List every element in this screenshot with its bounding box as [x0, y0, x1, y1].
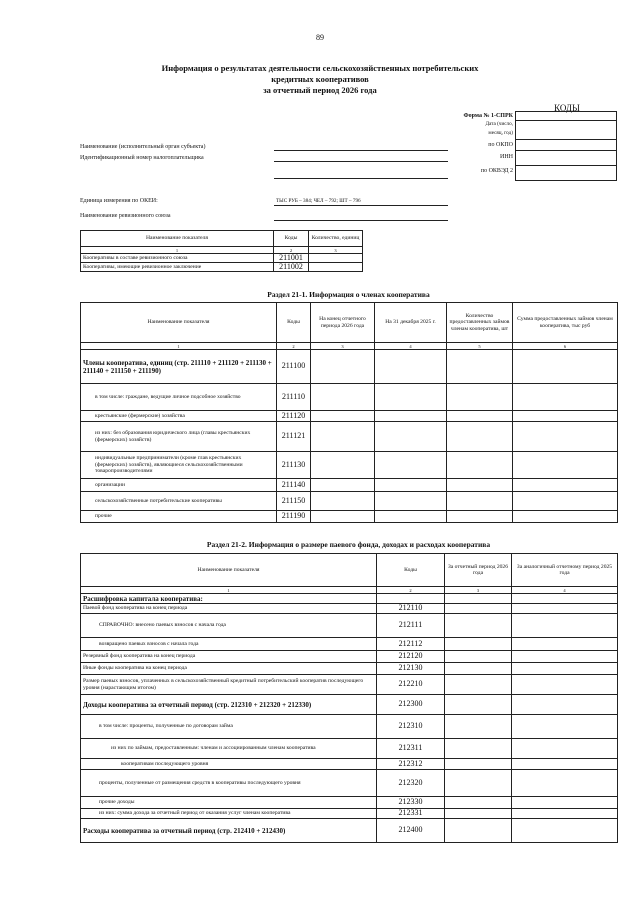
- s1-colnum: 5: [447, 343, 513, 350]
- value-cell[interactable]: [447, 411, 513, 422]
- code-form-cell[interactable]: [516, 112, 617, 121]
- section1-title: Раздел 21-1. Информация о членах кооператива: [267, 290, 430, 299]
- row-code: 212112: [377, 638, 445, 651]
- value-cell[interactable]: [311, 384, 375, 411]
- s2-colnum: 3: [445, 587, 512, 594]
- s1-colnum: 1: [81, 343, 277, 350]
- row-code: 212312: [377, 759, 445, 770]
- tax-id-field[interactable]: [274, 161, 448, 162]
- row-label: индивидуальные предприниматели (кроме глав крестьянских (фермерских) хозяйств), являющиеся сельскохозяйственными товаропроизводителями: [81, 452, 277, 479]
- value-cell[interactable]: [445, 797, 512, 809]
- row-label: Кооперативы в составе ревизионного союза: [81, 254, 274, 263]
- row-label: проценты, полученные от размещения средств в кооперативы последующего уровня: [81, 770, 377, 797]
- table0-colnum: 1: [81, 247, 274, 254]
- value-cell[interactable]: [311, 511, 375, 523]
- table-row: [81, 492, 618, 511]
- table-row: [81, 715, 618, 739]
- table-row: [81, 479, 618, 492]
- s1-header: На 31 декабря 2025 г.: [375, 303, 447, 343]
- value-cell[interactable]: [447, 479, 513, 492]
- row-label: в том числе: граждане, ведущие личное подсобное хозяйство: [81, 384, 277, 411]
- section1-table: [80, 302, 618, 523]
- okpo-label: по ОКПО: [488, 142, 513, 148]
- value-cell[interactable]: [513, 411, 618, 422]
- row-code: 212320: [377, 770, 445, 797]
- value-cell[interactable]: [445, 739, 512, 759]
- value-cell[interactable]: [512, 614, 618, 638]
- value-cell[interactable]: [445, 770, 512, 797]
- table-row: [81, 411, 618, 422]
- codes-header: КОДЫ: [554, 103, 580, 113]
- row-label: Паевой фонд кооператива на конец периода: [81, 604, 377, 614]
- table-row: [81, 614, 618, 638]
- value-cell[interactable]: [512, 739, 618, 759]
- table-row: [81, 819, 618, 843]
- row-label: Доходы кооператива за отчетный период (стр. 212310 + 212320 + 212330): [81, 695, 377, 715]
- value-cell[interactable]: [513, 422, 618, 452]
- value-cell[interactable]: [512, 715, 618, 739]
- row-label: сельскохозяйственные потребительские кооперативы: [81, 492, 277, 511]
- value-cell[interactable]: [375, 350, 447, 384]
- title-line-1: Информация о результатах деятельности сельскохозяйственных потребительских: [161, 63, 479, 73]
- row-label: Кооперативы, имеющие ревизионное заключение: [81, 263, 274, 272]
- s1-header: Наименование показателя: [81, 303, 277, 343]
- row-label: прочие: [81, 511, 277, 523]
- s1-header: На конец отчетного периода 2026 года: [311, 303, 375, 343]
- value-cell[interactable]: [375, 492, 447, 511]
- table-row: [81, 638, 618, 651]
- audit-union-label: Наименование ревизионного союза: [80, 213, 171, 219]
- page-title: [120, 63, 520, 96]
- table-row: [81, 695, 618, 715]
- table-row: [81, 452, 618, 479]
- value-cell[interactable]: [447, 452, 513, 479]
- value-cell[interactable]: [445, 809, 512, 819]
- title-line-3: за отчетный период 2026 года: [263, 85, 377, 95]
- row-label: прочие доходы: [81, 797, 377, 809]
- value-cell[interactable]: [447, 511, 513, 523]
- s2-colnum: 1: [81, 587, 377, 594]
- s2-colnum: 4: [512, 587, 618, 594]
- value-cell[interactable]: [375, 511, 447, 523]
- form-number: Форма № 1-СПРК: [463, 113, 513, 119]
- value-cell[interactable]: [513, 492, 618, 511]
- date-label-1: Дата (число,: [485, 121, 513, 127]
- row-code: 212331: [377, 809, 445, 819]
- s1-colnum: 3: [311, 343, 375, 350]
- tax-id-label: Идентификационный номер налогоплательщика: [80, 155, 204, 161]
- row-code: 211150: [277, 492, 311, 511]
- value-cell[interactable]: [445, 695, 512, 715]
- row-code: 212110: [377, 604, 445, 614]
- value-cell[interactable]: [311, 411, 375, 422]
- value-cell[interactable]: [513, 384, 618, 411]
- page-number: 89: [316, 33, 324, 42]
- code-date-cell[interactable]: [516, 121, 617, 140]
- value-cell[interactable]: [512, 638, 618, 651]
- row-code: 212130: [377, 663, 445, 675]
- value-cell[interactable]: [445, 819, 512, 843]
- inn-label: ИНН: [500, 154, 513, 160]
- value-cell[interactable]: [309, 263, 363, 272]
- value-cell[interactable]: [445, 614, 512, 638]
- row-label: возвращено паевых взносов с начала года: [81, 638, 377, 651]
- table0-header-count: Количество, единиц: [309, 231, 363, 247]
- value-cell[interactable]: [445, 638, 512, 651]
- table-row: [81, 663, 618, 675]
- value-cell[interactable]: [512, 797, 618, 809]
- row-code: 211130: [277, 452, 311, 479]
- row-code: 211110: [277, 384, 311, 411]
- value-cell[interactable]: [512, 809, 618, 819]
- s1-header: Коды: [277, 303, 311, 343]
- row-code: 211002: [274, 263, 309, 272]
- row-label: Резервный фонд кооператива на конец периода: [81, 651, 377, 663]
- row-code: 211120: [277, 411, 311, 422]
- value-cell[interactable]: [513, 350, 618, 384]
- table-row: [81, 675, 618, 695]
- s1-header: Количество предоставленных займов членам кооператива, шт: [447, 303, 513, 343]
- row-code: 211190: [277, 511, 311, 523]
- s2-header: За отчетный период 2026 года: [445, 554, 512, 587]
- table-row: [81, 739, 618, 759]
- value-cell[interactable]: [445, 675, 512, 695]
- table-row: [81, 511, 618, 523]
- audit-union-field[interactable]: [274, 220, 448, 221]
- date-label-2: месяц, год): [488, 130, 513, 136]
- value-cell[interactable]: [513, 479, 618, 492]
- s2-header: Коды: [377, 554, 445, 587]
- executive-body-label: Наименование (исполнительный орган субъекта): [80, 144, 206, 150]
- value-cell[interactable]: [445, 663, 512, 675]
- value-cell[interactable]: [375, 384, 447, 411]
- value-cell[interactable]: [512, 759, 618, 770]
- table-row: [81, 594, 618, 604]
- table-row: [81, 797, 618, 809]
- row-code: 212310: [377, 715, 445, 739]
- table-row: [81, 809, 618, 819]
- row-code: 212120: [377, 651, 445, 663]
- value-cell[interactable]: [513, 511, 618, 523]
- value-cell[interactable]: [311, 350, 375, 384]
- s2-header: Наименование показателя: [81, 554, 377, 587]
- value-cell: [512, 594, 618, 604]
- extra-field[interactable]: [274, 178, 448, 179]
- value-cell[interactable]: [513, 452, 618, 479]
- code-inn-cell[interactable]: [516, 151, 617, 166]
- row-label: организации: [81, 479, 277, 492]
- row-code: 211001: [274, 254, 309, 263]
- row-code: [377, 594, 445, 604]
- section2-table: [80, 553, 618, 843]
- s1-colnum: 2: [277, 343, 311, 350]
- value-cell[interactable]: [447, 350, 513, 384]
- value-cell[interactable]: [445, 715, 512, 739]
- row-code: 212330: [377, 797, 445, 809]
- row-label: Расходы кооператива за отчетный период (стр. 212410 + 212430): [81, 819, 377, 843]
- row-label: в том числе: проценты, полученные по договорам займа: [81, 715, 377, 739]
- value-cell[interactable]: [512, 604, 618, 614]
- table0-header-name: Наименование показателя: [81, 231, 274, 247]
- row-code: 212111: [377, 614, 445, 638]
- value-cell[interactable]: [512, 770, 618, 797]
- table-row: [81, 350, 618, 384]
- row-label: кооперативам последующего уровня: [81, 759, 377, 770]
- row-code: 211140: [277, 479, 311, 492]
- value-cell[interactable]: [375, 479, 447, 492]
- value-cell[interactable]: [375, 452, 447, 479]
- table-row: [81, 422, 618, 452]
- executive-body-field[interactable]: [274, 150, 448, 151]
- section2-title: Раздел 21-2. Информация о размере паевого фонда, доходах и расходах кооператива: [206, 540, 491, 549]
- row-code: 212311: [377, 739, 445, 759]
- row-label: Расшифровка капитала кооператива:: [81, 594, 377, 604]
- value-cell[interactable]: [447, 384, 513, 411]
- value-cell[interactable]: [309, 254, 363, 263]
- code-okved-cell[interactable]: [516, 166, 617, 181]
- audit-union-table: [80, 230, 363, 272]
- s2-colnum: 2: [377, 587, 445, 594]
- row-label: Члены кооператива, единиц (стр. 211110 + 211120 + 211130 + 211140 + 211150 + 211190): [81, 350, 277, 384]
- value-cell[interactable]: [512, 651, 618, 663]
- table-row: [81, 604, 618, 614]
- row-label: Иные фонды кооператива на конец периода: [81, 663, 377, 675]
- s1-header: Сумма предоставленных займов членам кооператива, тыс руб: [513, 303, 618, 343]
- value-cell: [445, 594, 512, 604]
- value-cell[interactable]: [512, 819, 618, 843]
- value-cell[interactable]: [311, 422, 375, 452]
- row-code: 211100: [277, 350, 311, 384]
- units-label: Единица измерения по ОКЕИ:: [80, 198, 158, 204]
- table-row: [81, 263, 363, 272]
- codes-box: [515, 111, 617, 181]
- row-label: СПРАВОЧНО: внесено паевых взносов с начала года: [81, 614, 377, 638]
- row-label: крестьянские (фермерские) хозяйства: [81, 411, 277, 422]
- value-cell[interactable]: [311, 479, 375, 492]
- units-value: ТЫС РУБ – 384; ЧЕЛ – 792; ШТ – 796: [276, 198, 361, 204]
- table-row: [81, 770, 618, 797]
- value-cell[interactable]: [311, 492, 375, 511]
- row-code: 212210: [377, 675, 445, 695]
- s1-colnum: 4: [375, 343, 447, 350]
- row-label: из них по займам, предоставленным: членам и ассоциированным членам кооператива: [81, 739, 377, 759]
- row-label: из них: без образования юридического лица (главы крестьянских (фермерских) хозяйств): [81, 422, 277, 452]
- row-code: 211121: [277, 422, 311, 452]
- value-cell[interactable]: [375, 422, 447, 452]
- row-code: 212300: [377, 695, 445, 715]
- value-cell[interactable]: [445, 604, 512, 614]
- code-okpo-cell[interactable]: [516, 140, 617, 151]
- table0-colnum: 3: [309, 247, 363, 254]
- table0-header-codes: Коды: [274, 231, 309, 247]
- table-row: [81, 651, 618, 663]
- value-cell[interactable]: [512, 675, 618, 695]
- table0-colnum: 2: [274, 247, 309, 254]
- value-cell[interactable]: [445, 759, 512, 770]
- s1-colnum: 6: [513, 343, 618, 350]
- table-row: [81, 254, 363, 263]
- title-line-2: кредитных кооперативов: [271, 74, 369, 84]
- table-row: [81, 759, 618, 770]
- table-row: [81, 384, 618, 411]
- units-field: [274, 205, 448, 206]
- value-cell[interactable]: [375, 411, 447, 422]
- value-cell[interactable]: [512, 695, 618, 715]
- row-code: 212400: [377, 819, 445, 843]
- value-cell[interactable]: [447, 422, 513, 452]
- row-label: Размер паевых взносов, уплаченных в сельскохозяйственный кредитный потребительский кооператив последующего уровня (нарастающим итогом): [81, 675, 377, 695]
- s2-header: За аналогичный отчетному период 2025 года: [512, 554, 618, 587]
- value-cell[interactable]: [512, 663, 618, 675]
- value-cell[interactable]: [447, 492, 513, 511]
- value-cell[interactable]: [311, 452, 375, 479]
- row-label: из них: сумма дохода за отчетный период от оказания услуг членам кооператива: [81, 809, 377, 819]
- value-cell[interactable]: [445, 651, 512, 663]
- okved-label: по ОКВЭД 2: [480, 168, 513, 174]
